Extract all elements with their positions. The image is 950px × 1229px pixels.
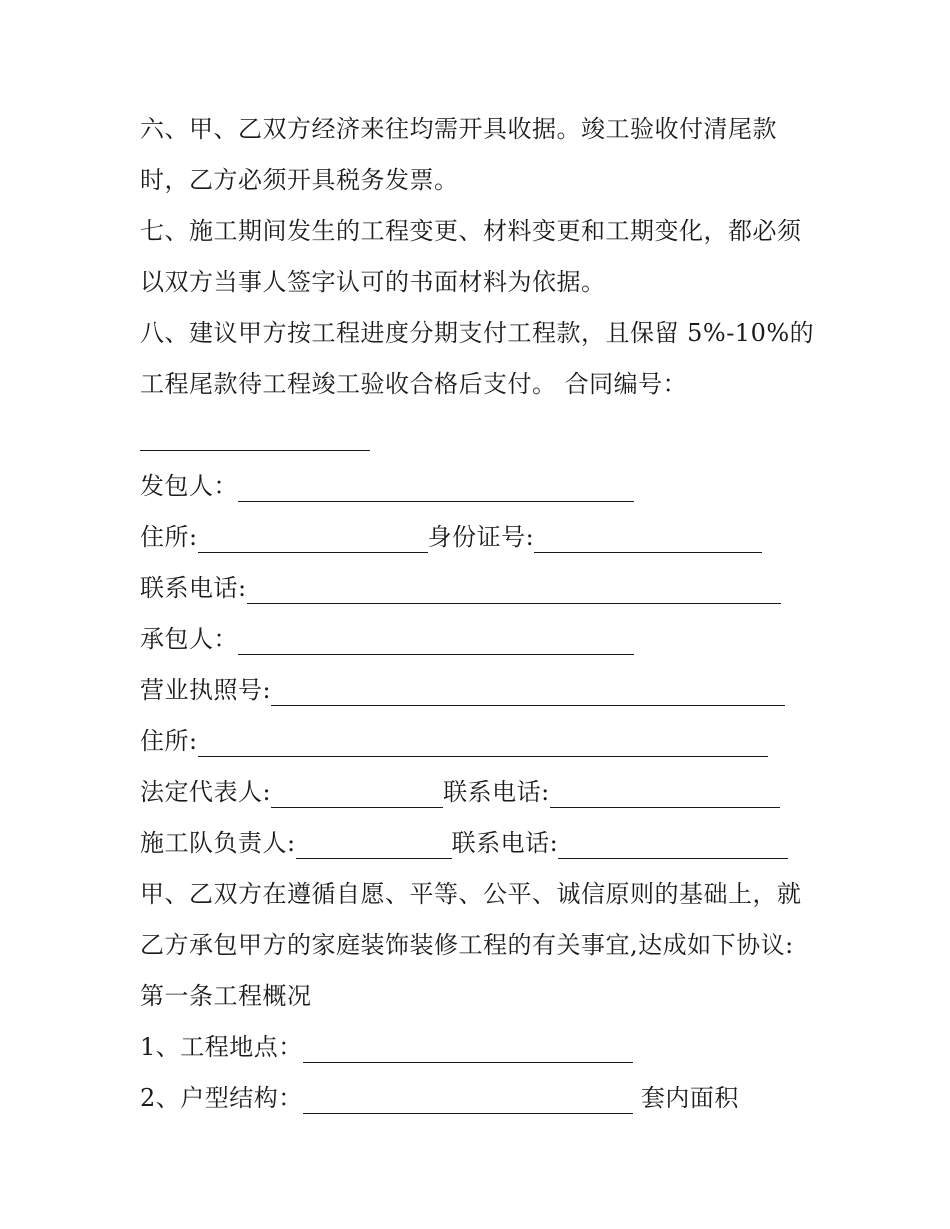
legal-rep-field[interactable] [271,777,443,808]
article-1-title: 第一条工程概况 [140,982,312,1010]
license-field[interactable] [271,675,785,706]
clause-six-line-2: 时，乙方必须开具税务发票。 [140,166,459,194]
address-id-row [140,512,820,563]
address-label: 住所: [140,523,198,551]
legal-rep-row [140,767,820,818]
license-label: 营业执照号: [140,676,272,704]
contract-number-row [140,410,820,461]
clause-eight-line-2: 工程尾款待工程竣工验收合格后支付。 合同编号： [140,370,688,398]
layout-field[interactable] [303,1083,633,1114]
legal-rep-label: 法定代表人: [140,778,272,806]
contract-page [140,104,820,1124]
contractor-label: 承包人： [140,625,238,653]
layout-label: 2、户型结构： [140,1084,303,1112]
phone2-label: 联系电话: [443,778,550,806]
employer-label: 发包人： [140,472,238,500]
team-leader-row [140,818,820,869]
phone2-field[interactable] [550,777,780,808]
id-number-label: 身份证号: [427,523,535,551]
phone-label: 联系电话: [140,574,247,602]
employer-row [140,461,820,512]
location-row [140,1022,820,1073]
preamble-line-2: 乙方承包甲方的家庭装饰装修工程的有关事宜,达成如下协议: [140,931,794,959]
phone3-label: 联系电话: [451,829,559,857]
address2-row [140,716,820,767]
location-field[interactable] [303,1032,633,1063]
clause-eight-line-1: 八、建议甲方按工程进度分期支付工程款，且保留 5%-10%的 [140,319,815,347]
team-leader-field[interactable] [296,828,452,859]
location-label: 1、工程地点： [140,1033,303,1061]
employer-field[interactable] [238,471,634,502]
id-number-field[interactable] [534,522,762,553]
license-row [140,665,820,716]
contract-number-field[interactable] [140,420,370,451]
address-field[interactable] [198,522,428,553]
phone3-field[interactable] [558,828,788,859]
phone-row [140,563,820,614]
team-leader-label: 施工队负责人: [140,829,296,857]
address2-label: 住所: [140,727,198,755]
clause-six-line-1: 六、甲、乙双方经济来往均需开具收据。竣工验收付清尾款 [140,115,777,143]
address2-field[interactable] [198,726,768,757]
layout-row [140,1073,820,1124]
phone-field[interactable] [247,573,781,604]
contractor-row [140,614,820,665]
clause-seven-line-1: 七、施工期间发生的工程变更、材料变更和工期变化，都必须 [140,217,802,245]
contractor-field[interactable] [238,624,634,655]
preamble-line-1: 甲、乙双方在遵循自愿、平等、公平、诚信原则的基础上，就 [140,880,802,908]
clause-seven-line-2: 以双方当事人签字认可的书面材料为依据。 [140,268,606,296]
inner-area-label: 套内面积 [640,1084,739,1112]
